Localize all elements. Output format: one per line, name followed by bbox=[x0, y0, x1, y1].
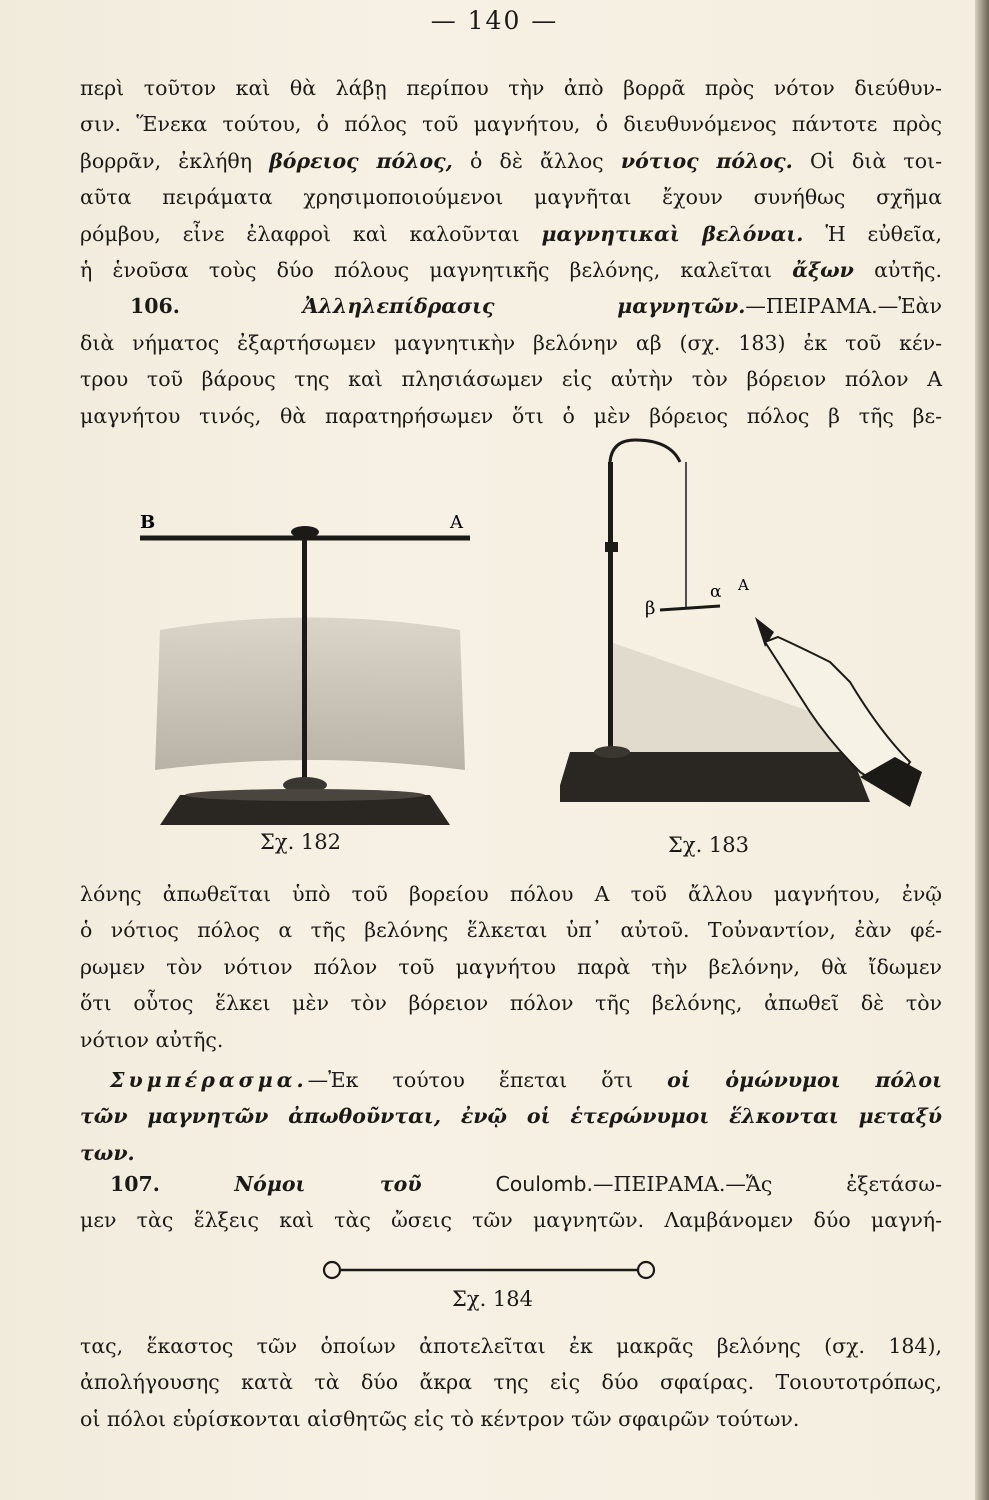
paragraph-107 bbox=[80, 1166, 942, 1239]
text-line: νότιον αὐτῆς. bbox=[80, 1027, 224, 1052]
text-line: οἱ πόλοι εὑρίσκονται αἰσθητῶς εἰς τὸ κέντρον τῶν σφαιρῶν τούτων. bbox=[80, 1406, 800, 1431]
paragraph-105-continued bbox=[80, 70, 942, 434]
text-line: σιν. Ἕνεκα τούτου, ὁ πόλος τοῦ μαγνήτου, ὁ διευθυνόμενος πάντοτε πρὸς bbox=[80, 112, 942, 137]
text-line: αῦτα πειράματα χρησιμοποιούμενοι μαγνῆται ἔχουν συνήθως σχῆμα bbox=[80, 185, 942, 210]
text-line: τῶν μαγνητῶν ἀπωθοῦνται, ἐνῷ οἱ ἑτερώνυμοι ἕλκονται μεταξύ bbox=[80, 1104, 942, 1129]
text-line: λόνης ἀπωθεῖται ὑπὸ τοῦ βορείου πόλου Α τοῦ ἄλλου μαγνήτου, ἐνῷ bbox=[80, 882, 942, 906]
text-line: μαγνήτου τινός, θὰ παρατηρήσωμεν ὅτι ὁ μὲν βόρειος πόλος β τῆς βε- bbox=[80, 403, 942, 428]
text-line: Συμπέρασμα.—Ἐκ τούτου ἕπεται ὅτι οἱ ὁμώνυμοι πόλοι bbox=[110, 1068, 942, 1092]
conclusion-paragraph bbox=[80, 1062, 942, 1171]
text-line: ὁ νότιος πόλος α τῆς βελόνης ἕλκεται ὑπ᾽ αὐτοῦ. Τοὐναντίον, ἐὰν φέ- bbox=[80, 918, 942, 943]
conclusion-label: Συμπέρασμα. bbox=[110, 1068, 308, 1092]
term-notios: νότιος πόλος. bbox=[620, 148, 793, 173]
label-alpha: α bbox=[710, 582, 722, 602]
text-line: ἡ ἑνοῦσα τοὺς δύο πόλους μαγνητικῆς βελόνης, καλεῖται ἄξων αὐτῆς. bbox=[80, 257, 943, 282]
page-edge bbox=[975, 0, 989, 1500]
paragraph-107-continued bbox=[80, 1328, 942, 1437]
figure-183-caption: Σχ. 183 bbox=[668, 833, 750, 857]
text-line: ἀπολήγουσης κατὰ τὰ δύο ἄκρα της εἰς δύο σφαίρας. Τοιουτοτρόπως, bbox=[80, 1370, 942, 1395]
text-line: διὰ νήματος ἐξαρτήσωμεν μαγνητικὴν βελόνην αβ (σχ. 183) ἐκ τοῦ κέν- bbox=[80, 330, 942, 355]
text-line: μεν τὰς ἕλξεις καὶ τὰς ὤσεις τῶν μαγνητῶν. Λαμβάνομεν δύο μαγνή- bbox=[80, 1208, 942, 1233]
section-106-heading: 106. Ἀλληλεπίδρασις μαγνητῶν.—ΠΕΙΡΑΜΑ.—Ἐὰν bbox=[130, 294, 942, 319]
figure-184-rod-magnet bbox=[320, 1258, 660, 1282]
text-line: ρωμεν τὸν νότιον πόλον τοῦ μαγνήτου παρὰ τὴν βελόνην, θὰ ἴδωμεν bbox=[80, 954, 942, 979]
figure-183-suspended-needle bbox=[560, 432, 930, 832]
term-belonai: μαγνητικαὶ βελόναι. bbox=[541, 221, 804, 246]
figure-182-magnet-on-stand bbox=[120, 510, 500, 840]
paragraph-106-continued bbox=[80, 876, 942, 1058]
figure-184-caption: Σχ. 184 bbox=[452, 1287, 534, 1311]
label-b: Β bbox=[140, 512, 156, 533]
section-107-heading: 107. Νόμοι τοῦ Coulomb.—ΠΕΙΡΑΜΑ.—Ἄς ἐξετάσω- bbox=[110, 1172, 942, 1196]
text-line: ὅτι οὗτος ἕλκει μὲν τὸν βόρειον πόλον τῆς βελόνης, ἀπωθεῖ δὲ τὸν bbox=[80, 991, 942, 1016]
text-line: των. bbox=[80, 1140, 135, 1165]
term-axon: ἄξων bbox=[792, 257, 854, 282]
figure-182-caption: Σχ. 182 bbox=[260, 830, 342, 854]
text-line: τας, ἕκαστος τῶν ὁποίων ἀποτελεῖται ἐκ μακρᾶς βελόνης (σχ. 184), bbox=[80, 1334, 942, 1358]
label-beta: β bbox=[645, 598, 656, 619]
page-number: — 140 — bbox=[430, 6, 559, 35]
text-line: περὶ τοῦτον καὶ θὰ λάβῃ περίπου τὴν ἀπὸ βορρᾶ πρὸς νότον διεύθυν- bbox=[80, 76, 942, 100]
label-a: Α bbox=[450, 512, 463, 533]
text-line: τρου τοῦ βάρους της καὶ πλησιάσωμεν εἰς αὐτὴν τὸν βόρειον πόλον Α bbox=[80, 367, 942, 392]
term-boreios: βόρειος πόλος, bbox=[269, 148, 453, 173]
text-line: βορρᾶν, ἐκλήθη βόρειος πόλος, ὁ δὲ ἄλλος νότιος πόλος. Οἱ διὰ τοι- bbox=[80, 148, 943, 173]
text-line: ρόμβου, εἶνε ἐλαφροὶ καὶ καλοῦνται μαγνητικαὶ βελόναι. Ἡ εὐθεῖα, bbox=[80, 221, 942, 246]
label-A: Α bbox=[738, 576, 749, 594]
